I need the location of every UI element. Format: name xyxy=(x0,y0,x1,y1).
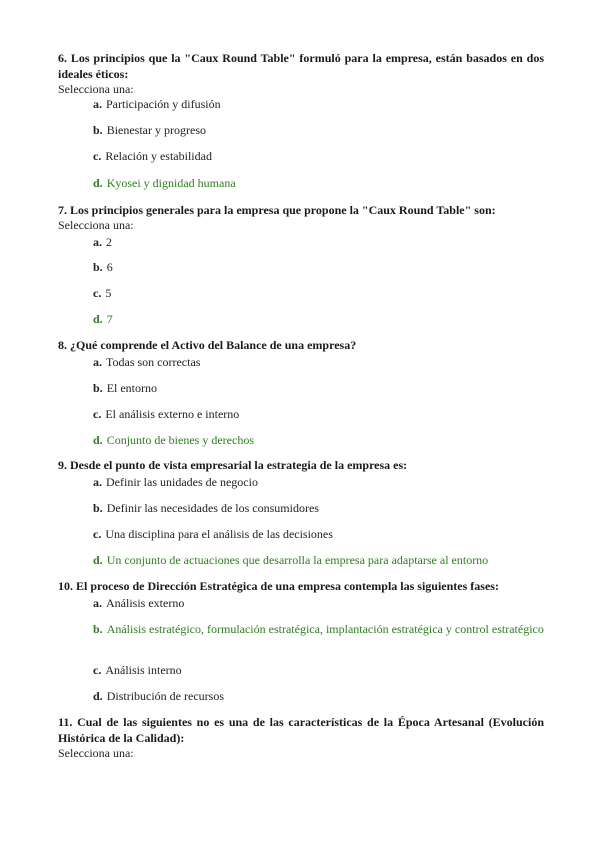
option-letter: a. xyxy=(93,235,102,249)
option-b[interactable] xyxy=(93,122,544,138)
option-text: Análisis interno xyxy=(105,663,182,677)
question-title: 7. Los principios generales para la empresa que propone la "Caux Round Table" son: xyxy=(58,203,496,217)
option-text: 2 xyxy=(106,235,112,249)
option-b-correct[interactable] xyxy=(93,621,544,637)
option-text: Kyosei y dignidad humana xyxy=(106,176,236,190)
question-title: 10. El proceso de Dirección Estratégica de una empresa contempla las siguientes fases: xyxy=(58,579,499,593)
option-letter: b. xyxy=(93,622,103,636)
question-prompt: Selecciona una: xyxy=(58,218,134,232)
option-d-correct[interactable] xyxy=(93,432,544,448)
question-title: 6. Los principios que la "Caux Round Table" formuló para la empresa, están basados en dos ideales éticos: xyxy=(58,51,544,81)
option-text: 5 xyxy=(105,286,112,300)
option-text: Un conjunto de actuaciones que desarrolla la empresa para adaptarse al entorno xyxy=(106,553,489,567)
option-text: Distribución de recursos xyxy=(106,689,224,703)
option-text: Relación y estabilidad xyxy=(105,149,212,163)
option-c[interactable] xyxy=(93,526,544,542)
option-letter: b. xyxy=(93,260,103,274)
question-11 xyxy=(58,714,544,760)
option-a[interactable] xyxy=(93,474,544,490)
option-letter: c. xyxy=(93,663,102,677)
option-a[interactable] xyxy=(93,96,544,112)
option-letter: b. xyxy=(93,381,103,395)
question-8 xyxy=(58,337,544,353)
question-10 xyxy=(58,578,544,594)
option-letter: c. xyxy=(93,407,102,421)
option-a[interactable] xyxy=(93,595,544,611)
option-b[interactable] xyxy=(93,380,544,396)
option-text: El análisis externo e interno xyxy=(105,407,240,421)
option-text: Definir las unidades de negocio xyxy=(106,475,258,489)
option-letter: a. xyxy=(93,596,102,610)
option-letter: b. xyxy=(93,123,103,137)
option-text: Todas son correctas xyxy=(106,355,201,369)
option-letter: d. xyxy=(93,312,103,326)
option-c[interactable] xyxy=(93,285,544,301)
option-c[interactable] xyxy=(93,662,544,678)
option-letter: d. xyxy=(93,433,103,447)
option-text: Participación y difusión xyxy=(106,97,221,111)
option-letter: a. xyxy=(93,475,102,489)
question-7 xyxy=(58,202,544,232)
question-title: 11. Cual de las siguientes no es una de las características de la Época Artesanal (Evolución Histórica de la Calidad): xyxy=(58,715,544,745)
option-d-correct[interactable] xyxy=(93,552,544,568)
question-prompt: Selecciona una: xyxy=(58,82,134,96)
question-6 xyxy=(58,50,544,96)
option-letter: b. xyxy=(93,501,103,515)
option-text: 6 xyxy=(106,260,113,274)
option-b[interactable] xyxy=(93,500,544,516)
option-d-correct[interactable] xyxy=(93,175,544,191)
option-text: 7 xyxy=(106,312,113,326)
option-text: Una disciplina para el análisis de las decisiones xyxy=(105,527,333,541)
option-c[interactable] xyxy=(93,148,544,164)
option-letter: d. xyxy=(93,689,103,703)
question-9 xyxy=(58,457,544,473)
option-letter: c. xyxy=(93,286,102,300)
option-letter: a. xyxy=(93,97,102,111)
question-title: 9. Desde el punto de vista empresarial la estrategia de la empresa es: xyxy=(58,458,408,472)
option-c[interactable] xyxy=(93,406,544,422)
question-title: 8. ¿Qué comprende el Activo del Balance de una empresa? xyxy=(58,338,357,352)
option-d[interactable] xyxy=(93,688,544,704)
option-a[interactable] xyxy=(93,234,544,250)
option-letter: c. xyxy=(93,149,102,163)
option-text: Análisis estratégico, formulación estratégica, implantación estratégica y control estratégico xyxy=(106,622,544,636)
option-text: Análisis externo xyxy=(106,596,185,610)
option-text: Definir las necesidades de los consumidores xyxy=(106,501,319,515)
option-letter: a. xyxy=(93,355,102,369)
option-a[interactable] xyxy=(93,354,544,370)
question-prompt: Selecciona una: xyxy=(58,746,134,760)
option-b[interactable] xyxy=(93,259,544,275)
option-letter: d. xyxy=(93,176,103,190)
option-text: Bienestar y progreso xyxy=(106,123,206,137)
option-text: Conjunto de bienes y derechos xyxy=(106,433,254,447)
option-letter: c. xyxy=(93,527,102,541)
option-text: El entorno xyxy=(106,381,158,395)
option-d-correct[interactable] xyxy=(93,311,544,327)
option-letter: d. xyxy=(93,553,103,567)
